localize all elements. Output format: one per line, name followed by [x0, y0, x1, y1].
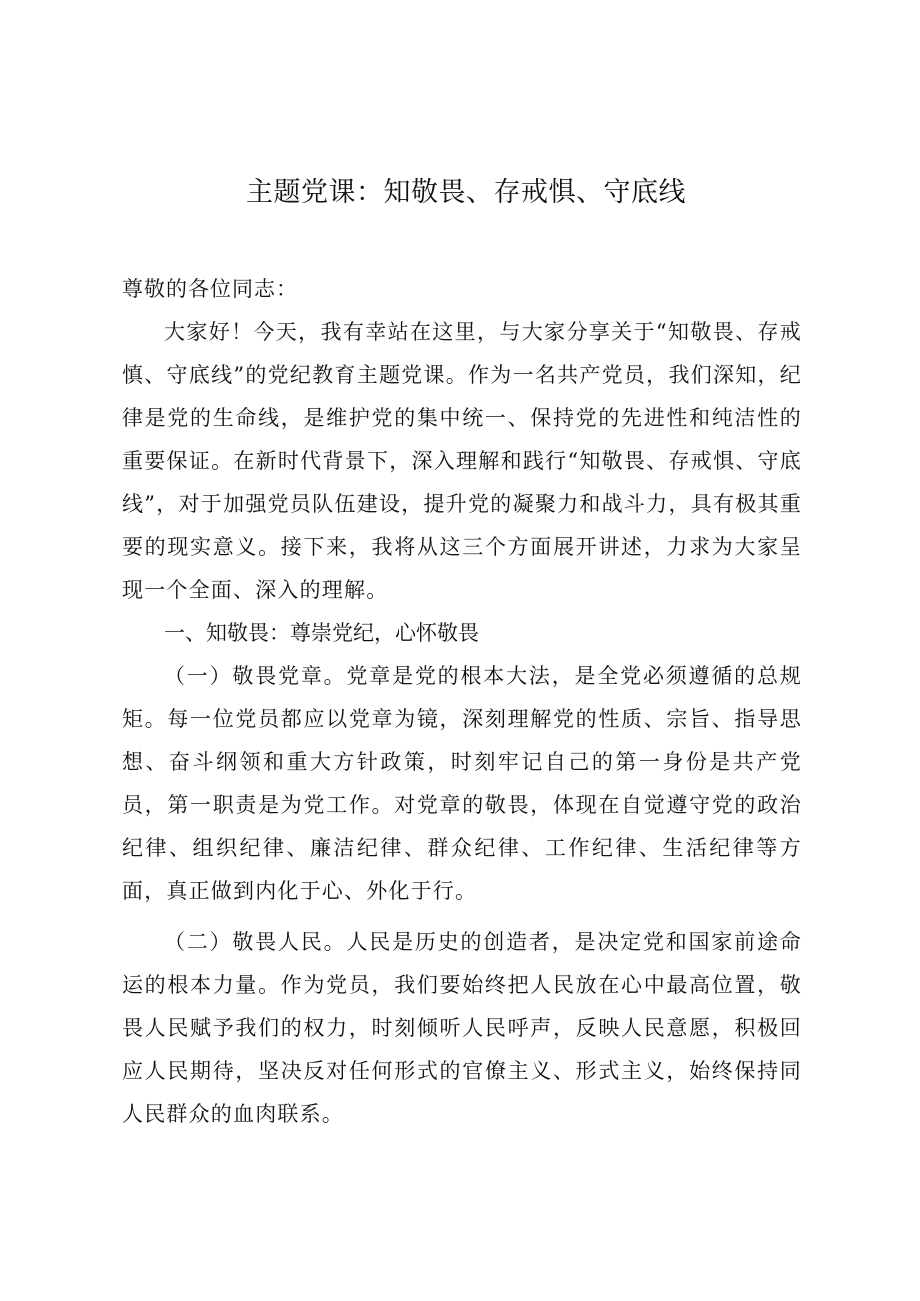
intro-paragraph: 大家好！今天，我有幸站在这里，与大家分享关于“知敬畏、存戒慎、守底线”的党纪教育主题党课。作为一名共产党员，我们深知，纪律是党的生命线，是维护党的集中统一、保持党的先进性和纯洁性的重要保证。在新时代背景下，深入理解和践行“知敬畏、存戒惧、守底线”，对于加强党员队伍建设，提升党的凝聚力和战斗力，具有极其重要的现实意义。接下来，我将从这三个方面展开讲述，力求为大家呈现一个全面、深入的理解。 [122, 320, 802, 602]
section-heading-1: 一、知敬畏：尊崇党纪，心怀敬畏 [164, 621, 479, 645]
salutation: 尊敬的各位同志： [122, 277, 298, 301]
paragraph-item-1: （一）敬畏党章。党章是党的根本大法，是全党必须遵循的总规矩。每一位党员都应以党章为镜，深刻理解党的性质、宗旨、指导思想、奋斗纲领和重大方针政策，时刻牢记自己的第一身份是共产党员，第一职责是为党工作。对党章的敬畏，体现在自觉遵守党的政治纪律、组织纪律、廉洁纪律、群众纪律、工作纪律、生活纪律等方面，真正做到内化于心、外化于行。 [122, 664, 802, 903]
document-title: 主题党课：知敬畏、存戒惧、守底线 [246, 177, 686, 208]
paragraph-item-2: （二）敬畏人民。人民是历史的创造者，是决定党和国家前途命运的根本力量。作为党员，我们要始终把人民放在心中最高位置，敬畏人民赋予我们的权力，时刻倾听人民呼声，反映人民意愿，积极回应人民期待，坚决反对任何形式的官僚主义、形式主义，始终保持同人民群众的血肉联系。 [122, 930, 802, 1126]
